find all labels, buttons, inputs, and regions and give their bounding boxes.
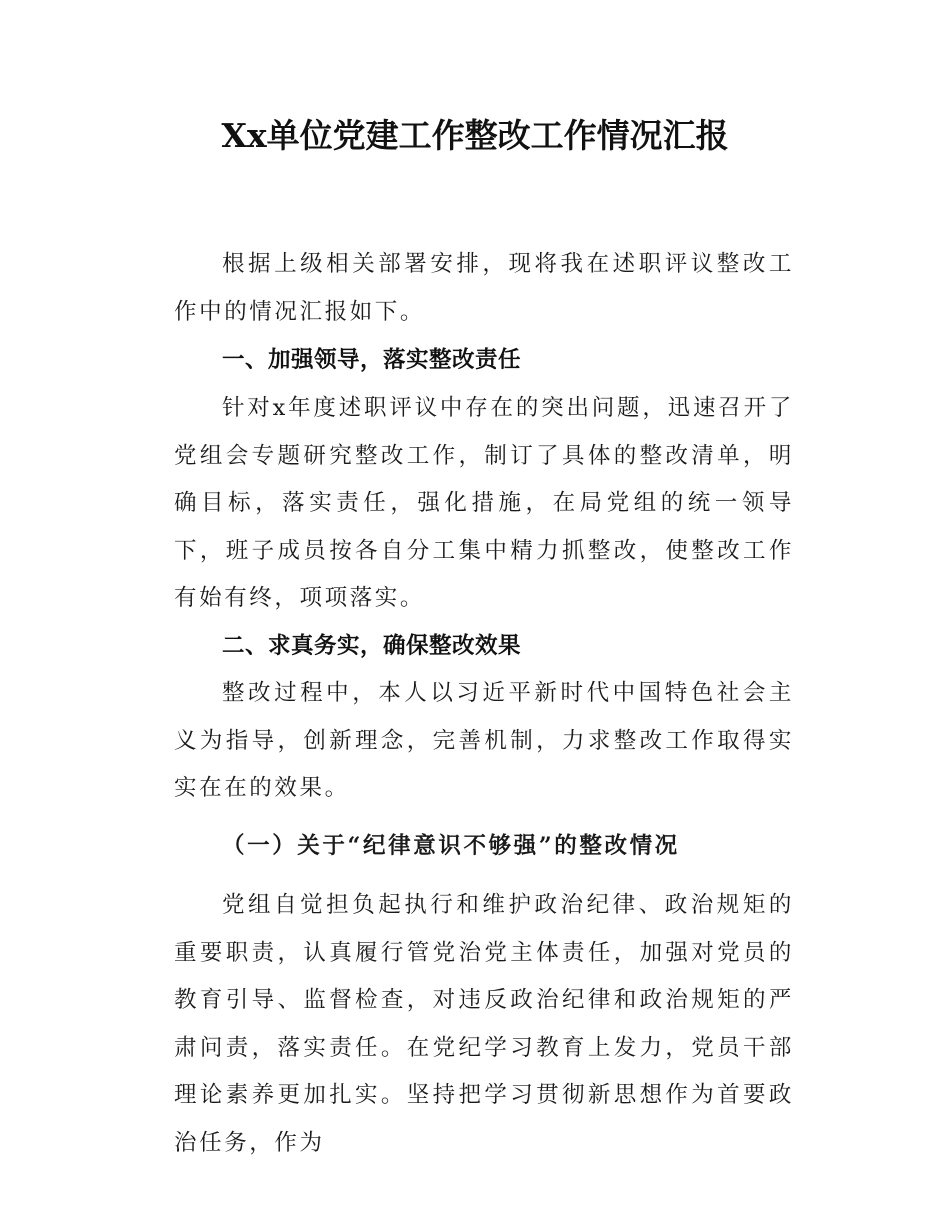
section-2-paragraph: 整改过程中，本人以习近平新时代中国特色社会主义为指导，创新理念，完善机制，力求整改工作取得实实在在的效果。 [174, 680, 794, 801]
section-1-heading: 一、加强领导，落实整改责任 [222, 347, 522, 373]
section-1-paragraph: 针对x年度述职评议中存在的突出问题，迅速召开了党组会专题研究整改工作，制订了具体的整改清单，明确目标，落实责任，强化措施，在局党组的统一领导下，班子成员按各自分工集中精力抓整改，使整改工作有始有终，项项落实。 [174, 395, 794, 611]
document-title: Xx单位党建工作整改工作情况汇报 [221, 116, 729, 155]
subsection-1-heading: （一）关于“纪律意识不够强”的整改情况 [222, 833, 680, 859]
subsection-1-paragraph: 党组自觉担负起执行和维护政治纪律、政治规矩的重要职责，认真履行管党治党主体责任，加强对党员的教育引导、监督检查，对违反政治纪律和政治规矩的严肃问责，落实责任。在党纪学习教育上发力，党员干部理论素养更加扎实。坚持把学习贯彻新思想作为首要政治任务，作为 [174, 892, 794, 1156]
intro-paragraph: 根据上级相关部署安排，现将我在述职评议整改工作中的情况汇报如下。 [174, 251, 794, 325]
section-2-heading: 二、求真务实，确保整改效果 [222, 633, 522, 659]
